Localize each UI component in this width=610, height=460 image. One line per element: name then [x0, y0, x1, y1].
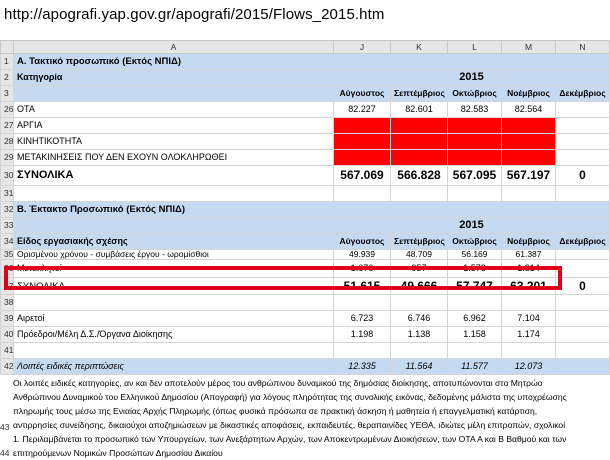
- column-header-k[interactable]: K: [391, 41, 448, 54]
- month-header[interactable]: Δεκέμβριος: [556, 234, 610, 250]
- total-cell[interactable]: 567.069: [334, 166, 391, 186]
- table-row: [1, 343, 610, 359]
- value-cell[interactable]: -: [448, 134, 502, 150]
- year-header[interactable]: 2015: [334, 70, 610, 86]
- relation-type-header[interactable]: Είδος εργασιακής σχέσης: [14, 234, 334, 250]
- row-header[interactable]: 40: [1, 327, 14, 343]
- table-row: [1, 166, 610, 186]
- row-label[interactable]: ΑΡΓΙΑ: [14, 118, 334, 134]
- row-label[interactable]: Ορισμένου χρόνου - συμβάσεις έργου - ωρομίσθιοι: [14, 250, 334, 260]
- total-cell[interactable]: 57.747: [448, 278, 502, 295]
- table-row: [1, 54, 610, 70]
- table-row: [1, 86, 610, 102]
- table-row: [1, 118, 610, 134]
- cell[interactable]: [502, 186, 556, 202]
- month-header[interactable]: Οκτώβριος: [448, 86, 502, 102]
- column-header-m[interactable]: M: [502, 41, 556, 54]
- cell[interactable]: [334, 295, 391, 311]
- value-cell[interactable]: 11.577: [448, 359, 502, 375]
- column-header-row: [1, 41, 610, 54]
- cell[interactable]: [502, 343, 556, 359]
- value-cell[interactable]: 12.073: [502, 359, 556, 375]
- total-cell[interactable]: 63.201: [502, 278, 556, 295]
- value-cell[interactable]: 6.962: [448, 311, 502, 327]
- select-all-corner[interactable]: [1, 41, 14, 54]
- cell[interactable]: [334, 343, 391, 359]
- total-label[interactable]: ΣΥΝΟΛΙΚΑ: [14, 278, 334, 295]
- value-cell[interactable]: 82.564: [502, 102, 556, 118]
- cell[interactable]: [448, 343, 502, 359]
- column-header-l[interactable]: L: [448, 41, 502, 54]
- value-cell[interactable]: 6.746: [391, 311, 448, 327]
- value-cell[interactable]: -: [391, 134, 448, 150]
- category-header[interactable]: Κατηγορία: [14, 70, 334, 86]
- value-cell[interactable]: [556, 260, 610, 278]
- value-cell[interactable]: -: [502, 150, 556, 166]
- cell[interactable]: [334, 186, 391, 202]
- month-header[interactable]: Οκτώβριος: [448, 234, 502, 250]
- row-header[interactable]: 38: [1, 295, 14, 311]
- value-cell[interactable]: [556, 102, 610, 118]
- month-header[interactable]: Σεπτέμβριος: [391, 234, 448, 250]
- table-row: [1, 250, 610, 260]
- row-header[interactable]: 31: [1, 186, 14, 202]
- row-label[interactable]: Λοιπές ειδικές περιπτώσεις: [14, 359, 334, 375]
- month-header[interactable]: Νοέμβριος: [502, 234, 556, 250]
- cell[interactable]: [14, 218, 334, 234]
- note-line: αντιρρησίες συνείδησης, δικαιούχοι αποζημιώσεων με δικαστικές αποφάσεις, εκπαιδευτές, θεραπαινίδες ΥΕΘΑ, ιδιώτες μέλη επιτροπών, σχολικοί: [13, 420, 566, 430]
- value-cell[interactable]: 82.601: [391, 102, 448, 118]
- row-label[interactable]: ΟΤΑ: [14, 102, 334, 118]
- column-header-n[interactable]: N: [556, 41, 610, 54]
- row-header[interactable]: 34: [1, 234, 14, 250]
- table-row: [1, 70, 610, 86]
- value-cell[interactable]: -: [502, 118, 556, 134]
- table-row: [1, 260, 610, 278]
- row-header[interactable]: 43: [0, 422, 10, 432]
- table-row: [1, 202, 610, 218]
- value-cell[interactable]: 82.583: [448, 102, 502, 118]
- row-header[interactable]: 41: [1, 343, 14, 359]
- value-cell[interactable]: 1.174: [502, 327, 556, 343]
- month-header[interactable]: Σεπτέμβριος: [391, 86, 448, 102]
- row-header[interactable]: 1: [1, 54, 14, 70]
- cell[interactable]: [556, 186, 610, 202]
- value-cell[interactable]: [556, 150, 610, 166]
- total-cell[interactable]: 0: [556, 166, 610, 186]
- month-header[interactable]: Αύγουστος: [334, 234, 391, 250]
- total-cell[interactable]: 566.828: [391, 166, 448, 186]
- value-cell[interactable]: -: [502, 134, 556, 150]
- row-label[interactable]: Μετακλητοί: [14, 260, 334, 278]
- row-header[interactable]: 2: [1, 70, 14, 86]
- value-cell[interactable]: 56.169: [448, 250, 502, 260]
- source-url: http://apografi.yap.gov.gr/apografi/2015/Flows_2015.htm: [4, 6, 385, 23]
- data-grid: [0, 40, 610, 375]
- table-row: [1, 311, 610, 327]
- value-cell[interactable]: 6.723: [334, 311, 391, 327]
- row-header[interactable]: 35: [1, 250, 14, 260]
- section-title-temporary[interactable]: Β. Έκτακτο Προσωπικό (Εκτός ΝΠΙΔ): [14, 202, 610, 218]
- row-header[interactable]: 32: [1, 202, 14, 218]
- value-cell[interactable]: -: [391, 118, 448, 134]
- row-header[interactable]: 36: [1, 260, 14, 278]
- column-header-a[interactable]: A: [14, 41, 334, 54]
- table-row: [1, 327, 610, 343]
- note-line: Οι λοιπές ειδικές κατηγορίες, αν και δεν αποτελούν μέρος του ανθρώπινου δυναμικού της δημόσιας διοίκησης, αποτυπώνονται στο Μητρώο: [13, 378, 543, 388]
- row-header[interactable]: 44: [0, 448, 10, 458]
- cell[interactable]: [14, 186, 334, 202]
- row-label[interactable]: ΜΕΤΑΚΙΝΗΣΕΙΣ ΠΟΥ ΔΕΝ ΕΧΟΥΝ ΟΛΟΚΛΗΡΩΘΕΙ: [14, 150, 334, 166]
- value-cell[interactable]: [556, 134, 610, 150]
- value-cell[interactable]: 1.814: [502, 260, 556, 278]
- value-cell[interactable]: [556, 250, 610, 260]
- cell[interactable]: [448, 295, 502, 311]
- value-cell[interactable]: 49.939: [334, 250, 391, 260]
- note-line: 1. Περιλαμβάνεται το προσωπικό των Υπουργείων, των Ανεξάρτητων Αρχών, των Αποκεντρωμένων Διοικήσεων, των ΟΤΑ Α και Β Βαθμού και των: [13, 434, 567, 444]
- value-cell[interactable]: [556, 327, 610, 343]
- table-row: [1, 234, 610, 250]
- table-row: [1, 150, 610, 166]
- row-label[interactable]: Αιρετοί: [14, 311, 334, 327]
- total-cell[interactable]: 0: [556, 278, 610, 295]
- row-header[interactable]: 39: [1, 311, 14, 327]
- value-cell[interactable]: 48.709: [391, 250, 448, 260]
- value-cell[interactable]: 1.158: [448, 327, 502, 343]
- total-cell[interactable]: 567.095: [448, 166, 502, 186]
- note-line: πληρωμής τους μέσω της Ενιαίας Αρχής Πληρωμής (όπως φυσικά πρόσωπα σε πρακτική άσκηση ή μαθητεία ή επαγγελματική κατάρτιση,: [13, 406, 538, 416]
- value-cell[interactable]: 12.335: [334, 359, 391, 375]
- value-cell[interactable]: 61.387: [502, 250, 556, 260]
- cell[interactable]: [14, 295, 334, 311]
- value-cell[interactable]: 82.227: [334, 102, 391, 118]
- cell[interactable]: [448, 186, 502, 202]
- cell[interactable]: [391, 295, 448, 311]
- value-cell[interactable]: -: [334, 134, 391, 150]
- total-label[interactable]: ΣΥΝΟΛΙΚΑ: [14, 166, 334, 186]
- table-row: [1, 218, 610, 234]
- year-header[interactable]: 2015: [334, 218, 610, 234]
- row-header[interactable]: 27: [1, 118, 14, 134]
- month-header[interactable]: Αύγουστος: [334, 86, 391, 102]
- table-row: [1, 359, 610, 375]
- value-cell[interactable]: 1.138: [391, 327, 448, 343]
- note-line: επιτηρούμενων Νομικών Προσώπων Δημοσίου Δικαίου: [13, 448, 223, 458]
- table-row: [1, 278, 610, 295]
- table-row: [1, 295, 610, 311]
- value-cell[interactable]: 7.104: [502, 311, 556, 327]
- value-cell[interactable]: 11.564: [391, 359, 448, 375]
- note-line: Ανθρώπινου Δυναμικού του Ελληνικού Δημοσίου (Απογραφή) για λόγους πληρότητας της συνολικής εικόνας, δεδομένης μάλιστα της υποχρέωσης: [13, 392, 567, 402]
- cell[interactable]: [391, 186, 448, 202]
- value-cell[interactable]: -: [448, 118, 502, 134]
- row-label[interactable]: ΚΙΝΗΤΙΚΟΤΗΤΑ: [14, 134, 334, 150]
- value-cell[interactable]: -: [334, 118, 391, 134]
- value-cell[interactable]: [556, 359, 610, 375]
- section-title-regular[interactable]: Α. Τακτικό προσωπικό (Εκτός ΝΠΙΔ): [14, 54, 610, 70]
- column-header-j[interactable]: J: [334, 41, 391, 54]
- month-header[interactable]: Δεκέμβριος: [556, 86, 610, 102]
- cell[interactable]: [14, 343, 334, 359]
- cell[interactable]: [391, 343, 448, 359]
- table-row: [1, 186, 610, 202]
- value-cell[interactable]: 957: [391, 260, 448, 278]
- value-cell[interactable]: -: [391, 150, 448, 166]
- value-cell[interactable]: [556, 118, 610, 134]
- value-cell[interactable]: 1.676: [334, 260, 391, 278]
- row-header[interactable]: 42: [1, 359, 14, 375]
- row-header[interactable]: 26: [1, 102, 14, 118]
- row-header[interactable]: 28: [1, 134, 14, 150]
- row-header[interactable]: 29: [1, 150, 14, 166]
- total-cell[interactable]: 51.615: [334, 278, 391, 295]
- row-header[interactable]: 30: [1, 166, 14, 186]
- value-cell[interactable]: [556, 311, 610, 327]
- row-header[interactable]: 37: [1, 278, 14, 295]
- table-row: [1, 134, 610, 150]
- value-cell[interactable]: -: [334, 150, 391, 166]
- total-cell[interactable]: 567.197: [502, 166, 556, 186]
- cell[interactable]: [556, 343, 610, 359]
- month-header[interactable]: Νοέμβριος: [502, 86, 556, 102]
- row-label[interactable]: Πρόεδροι/Μέλη Δ.Σ./Όργανα Διοίκησης: [14, 327, 334, 343]
- value-cell[interactable]: 1.578: [448, 260, 502, 278]
- footnote-text: [0, 376, 597, 460]
- value-cell[interactable]: -: [448, 150, 502, 166]
- value-cell[interactable]: 1.198: [334, 327, 391, 343]
- cell[interactable]: [14, 86, 334, 102]
- cell[interactable]: [502, 295, 556, 311]
- table-row: [1, 102, 610, 118]
- row-header[interactable]: 3: [1, 86, 14, 102]
- cell[interactable]: [556, 295, 610, 311]
- total-cell[interactable]: 49.666: [391, 278, 448, 295]
- row-header[interactable]: 33: [1, 218, 14, 234]
